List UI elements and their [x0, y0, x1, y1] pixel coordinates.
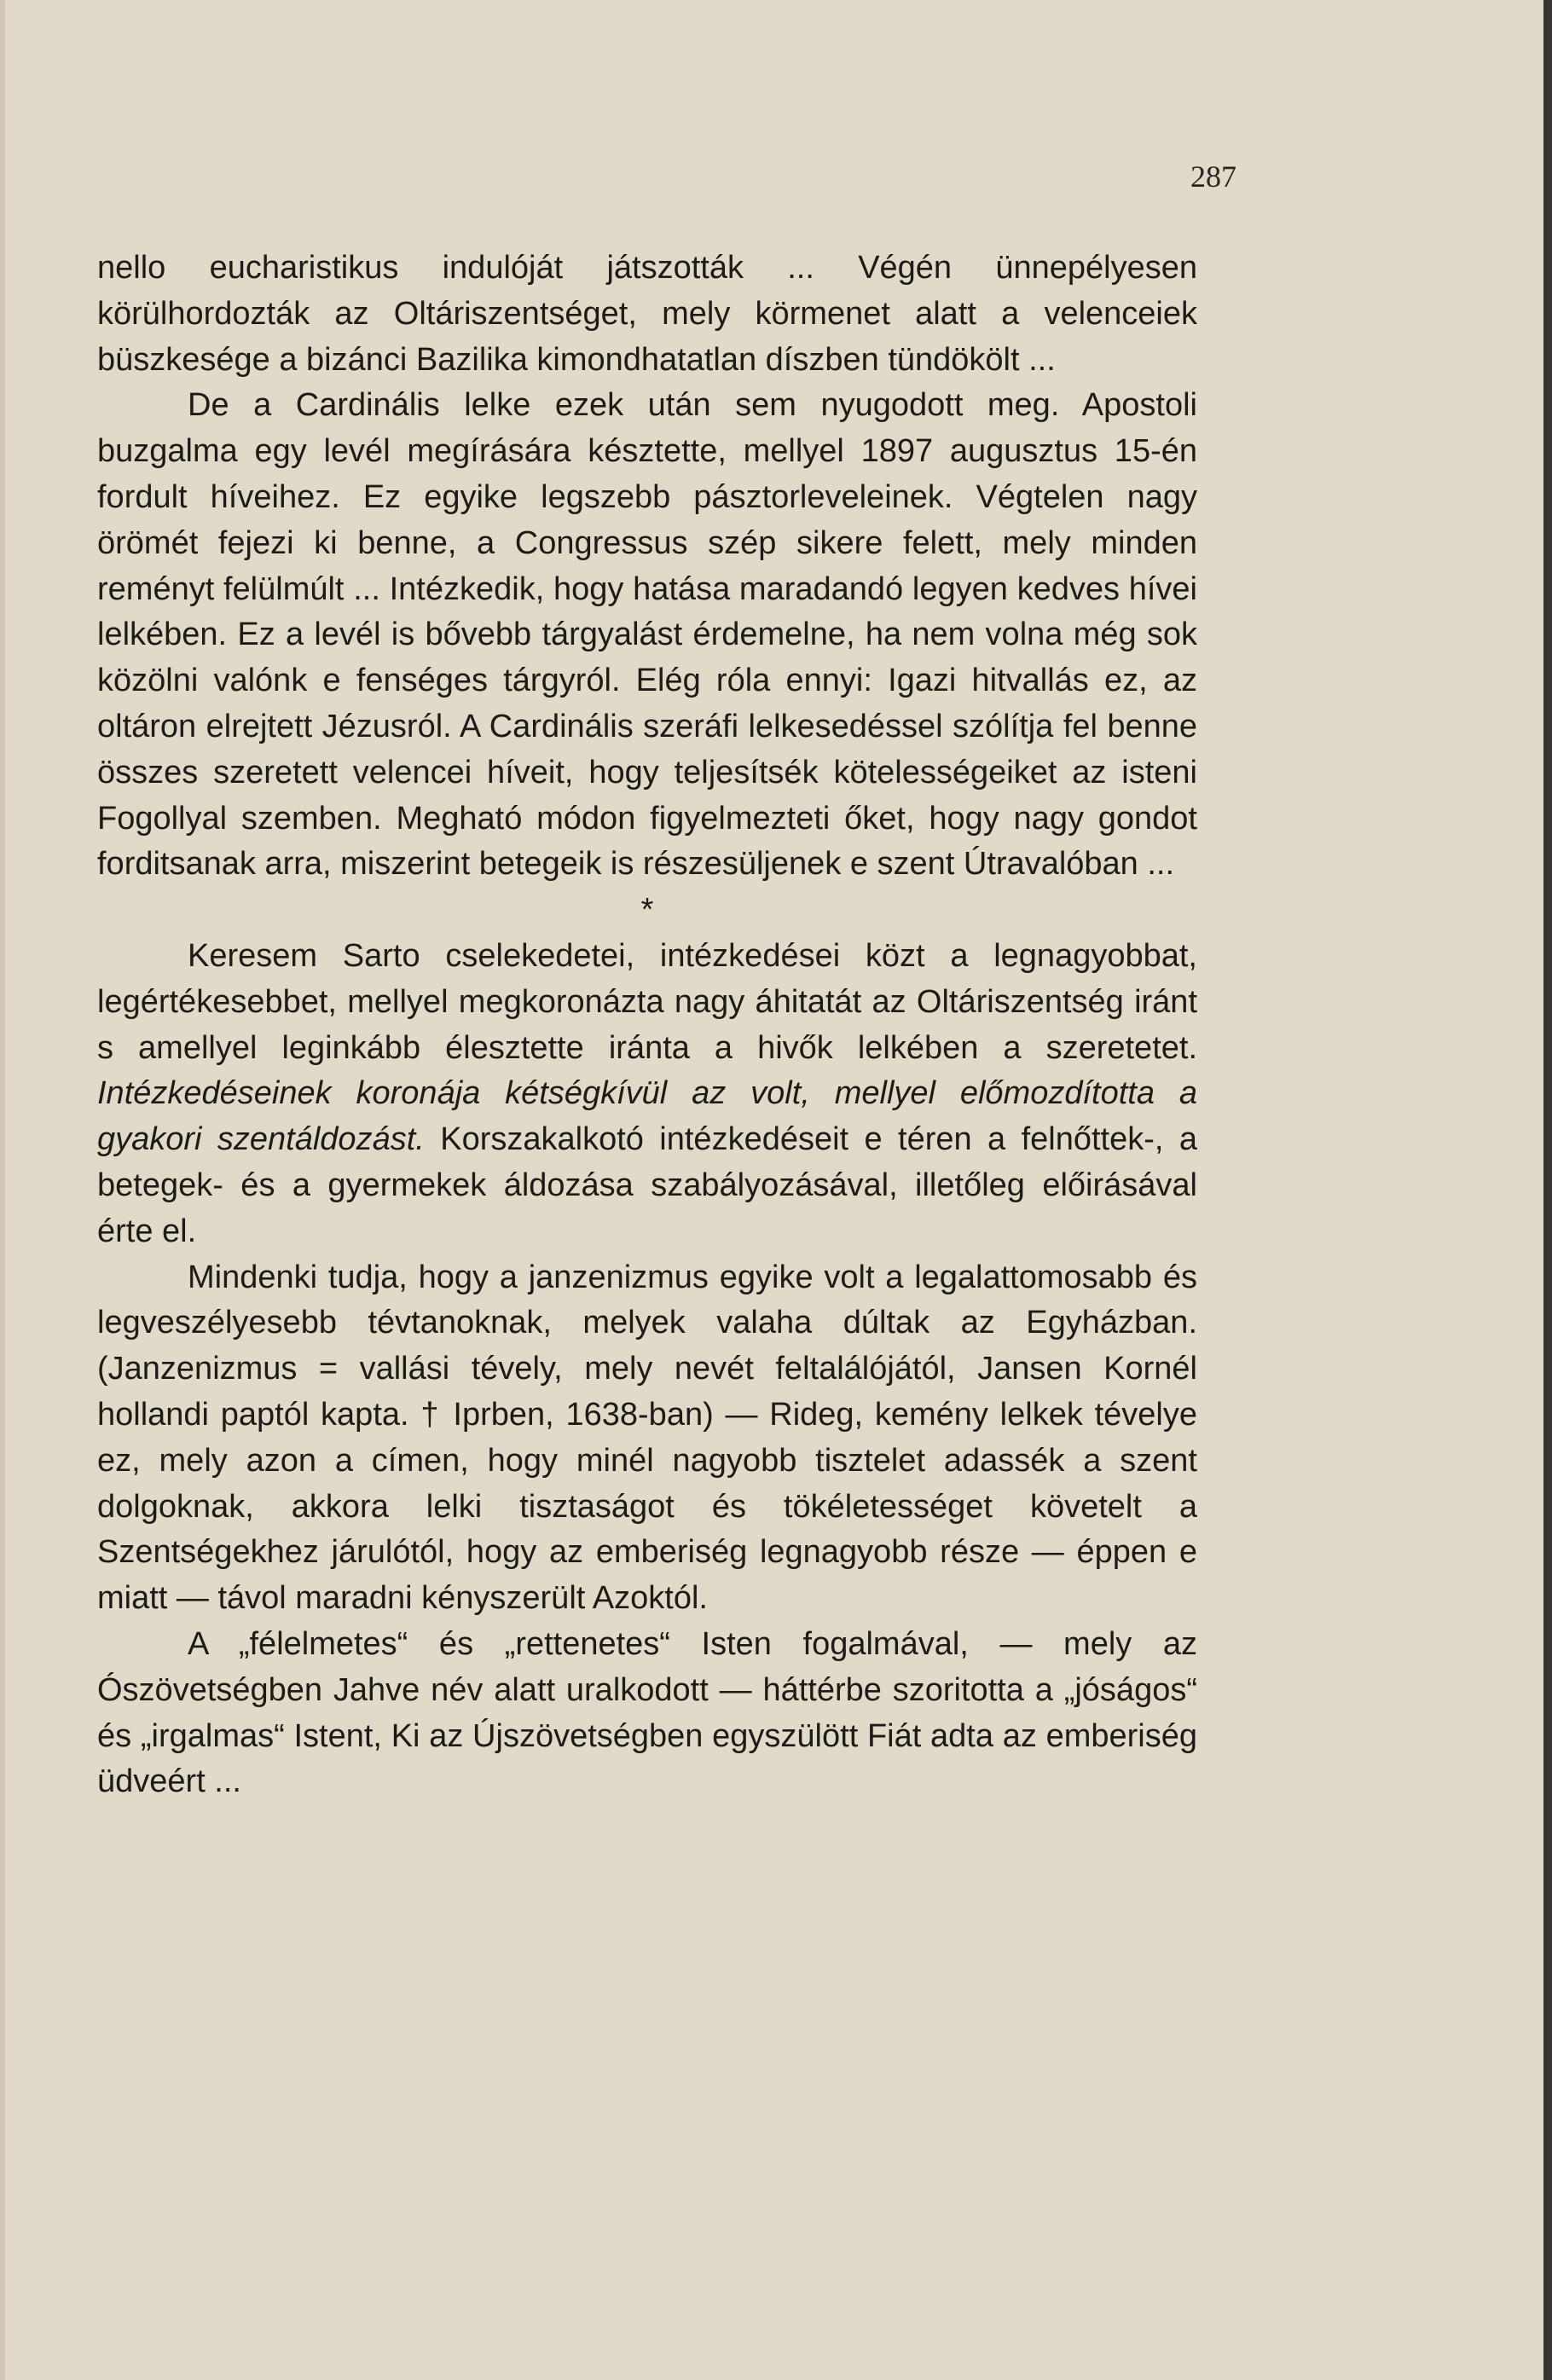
paragraph-3-text-after: Korszakalkotó intézkedéseit e téren a felnőttek-, a betegek- és a gyermekek áldozása szabályozásával, illetőleg előirásával érte el. [97, 1121, 1197, 1249]
paragraph-3-italic-text: Intézkedéseinek koronája kétségkívül az volt, mellyel előmozdította a gyakori szentáldozást. [97, 1075, 1197, 1158]
page-number: 287 [1190, 159, 1236, 194]
paragraph-2: De a Cardinális lelke ezek után sem nyugodott meg. Apostoli buzgalma egy levél megírására késztette, mellyel 1897 augusztus 15-én fordult híveihez. Ez egyike legszebb pásztorleveleinek. Végtelen nagy örömét fejezi ki benne, a Congressus szép sikere felett, mely minden reményt felülmúlt ... Intézkedik, hogy hatása maradandó legyen kedves hívei lelkében. Ez a levél is bővebb tárgyalást érdemelne, ha nem volna még sok közölni valónk e fenséges tárgyról. Elég róla ennyi: Igazi hitvallás ez, az oltáron elrejtett Jézusról. A Cardinális szeráfi lelkesedéssel szólítja fel benne összes szeretett velencei híveit, hogy teljesítsék kötelességeiket az isteni Fogollyal szemben. Megható módon figyelmezteti őket, hogy nagy gondot forditsanak arra, miszerint betegeik is részesüljenek e szent Útravalóban ... [97, 387, 1197, 883]
paragraph-4: Mindenki tudja, hogy a janzenizmus egyike volt a legalattomosabb és legveszélyesebb tévtanoknak, melyek valaha dúltak az Egyházban. (Janzenizmus = vallási tévely, mely nevét feltalálójától, Jansen Kornél hollandi paptól kapta. † Iprben, 1638-ban) — Rideg, kemény lelkek tévelye ez, mely azon a címen, hogy minél nagyobb tisztelet adassék a szent dolgoknak, akkora lelki tisztaságot és tökéletességet követelt a Szentségekhez járulótól, hogy az emberiség legnagyobb része — éppen e miatt — távol maradni kényszerült Azoktól. [97, 1259, 1197, 1617]
body-text [97, 246, 1197, 1805]
paragraph-1: nello eucharistikus indulóját játszották ... Végén ünnepélyesen körülhordozták az Oltáriszentséget, mely körmenet alatt a velenceiek büszkesége a bizánci Bazilika kimondhatatlan díszben tündökölt ... [97, 250, 1197, 378]
section-separator: * [640, 892, 654, 929]
paragraph-5: A „félelmetes“ és „rettenetes“ Isten fogalmával, — mely az Ószövetségben Jahve név alatt uralkodott — háttérbe szoritotta a „jóságos“ és „irgalmas“ Istent, Ki az Újszövetségben egyszülött Fiát adta az emberiség üdveért ... [97, 1625, 1197, 1800]
paragraph-3 [97, 934, 1197, 1255]
paragraph-3-text-before: Keresem Sarto cselekedetei, intézkedései közt a legnagyobbat, legértékesebbet, mellyel megkoronázta nagy áhitatát az Oltáriszentség iránt s amellyel leginkább élesztette iránta a hivők lelkében a szeretetet. [97, 937, 1197, 1066]
